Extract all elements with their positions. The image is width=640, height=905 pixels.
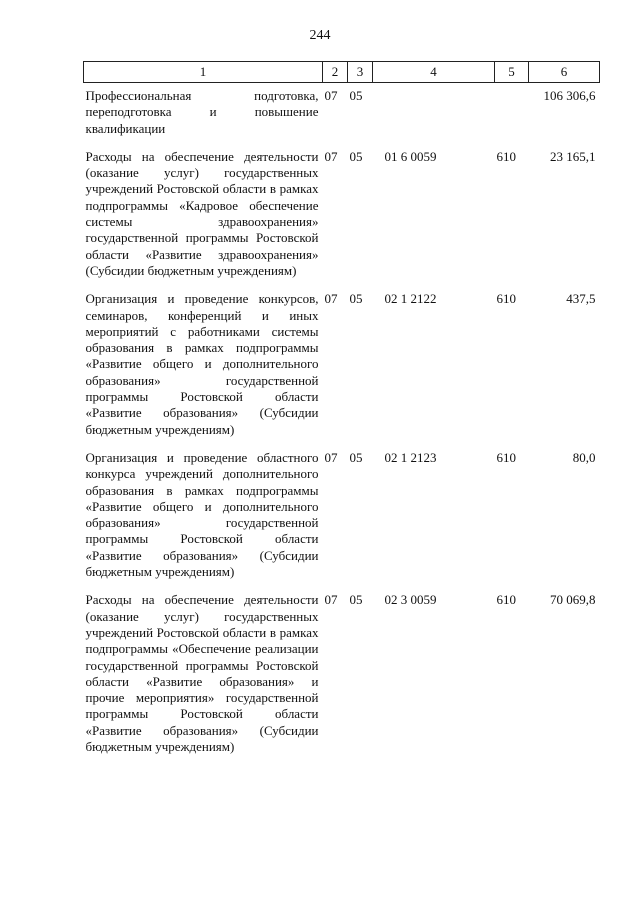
row-name: Расходы на обеспечение деятельности (оказание услуг) государственных учреждений Ростовской области в рамках подпрограммы «Обеспечение реализации государственной программы Ростовской области «Развитие образования» и прочие мероприятия» государственной программы Ростовской области «Развитие образования» (Субсидии бюджетным учреждениям) [85, 592, 319, 754]
column-header-2: 2 [323, 62, 348, 83]
row-expense-type: 610 [496, 449, 516, 465]
row-subsection: 05 [349, 148, 363, 164]
row-subsection: 05 [349, 449, 363, 465]
row-subsection: 05 [349, 592, 363, 608]
budget-table [83, 61, 600, 765]
table-row [84, 448, 600, 590]
row-name: Организация и проведение конкурсов, семинаров, конференций и иных мероприятий с работниками системы образования в рамках подпрограммы «Развитие общего и дополнительного образования» государственной программы Ростовской области «Развитие образования» (Субсидии бюджетным учреждениям) [85, 291, 319, 437]
column-header-5: 5 [495, 62, 529, 83]
row-target-article: 02 1 2122 [384, 291, 437, 307]
row-section: 07 [324, 291, 338, 307]
row-target-article: 02 3 0059 [384, 592, 437, 608]
table-header-row [84, 62, 600, 83]
row-name: Расходы на обеспечение деятельности (оказание услуг) государственных учреждений Ростовской области в рамках подпрограммы «Кадровое обеспечение системы здравоохранения» государственной программы Ростовской области «Развитие здравоохранения» (Субсидии бюджетным учреждениям) [85, 148, 319, 278]
column-header-3: 3 [348, 62, 373, 83]
table-row [84, 289, 600, 448]
row-section: 07 [324, 148, 338, 164]
row-section: 07 [324, 449, 338, 465]
table-row [84, 590, 600, 765]
row-target-article: 01 6 0059 [384, 148, 437, 164]
row-amount: 23 165,1 [550, 148, 596, 164]
row-name: Организация и проведение областного конкурса учреждений дополнительного образования в рамках подпрограммы «Развитие общего и дополнительного образования» государственной программы Ростовской области «Развитие образования» (Субсидии бюджетным учреждениям) [85, 449, 319, 580]
row-amount: 70 069,8 [550, 592, 596, 608]
page-number: 244 [309, 28, 331, 43]
column-header-4: 4 [373, 62, 495, 83]
table-row [84, 83, 600, 147]
column-header-6: 6 [529, 62, 600, 83]
row-target-article: 02 1 2123 [384, 449, 437, 465]
row-amount: 80,0 [572, 449, 596, 465]
row-expense-type: 610 [496, 291, 516, 307]
row-expense-type [495, 83, 529, 147]
row-expense-type: 610 [496, 148, 516, 164]
row-expense-type: 610 [496, 592, 516, 608]
row-subsection: 05 [349, 291, 363, 307]
row-amount: 106 306,6 [543, 88, 596, 103]
table-row [84, 147, 600, 289]
row-section: 07 [324, 592, 338, 608]
column-header-1: 1 [84, 62, 323, 83]
row-target-article [373, 83, 495, 147]
row-subsection: 05 [349, 88, 363, 103]
row-amount: 437,5 [566, 291, 596, 307]
row-name: Профессиональная подготовка, переподготовка и повышение квалификации [85, 88, 319, 136]
row-section: 07 [324, 88, 338, 103]
